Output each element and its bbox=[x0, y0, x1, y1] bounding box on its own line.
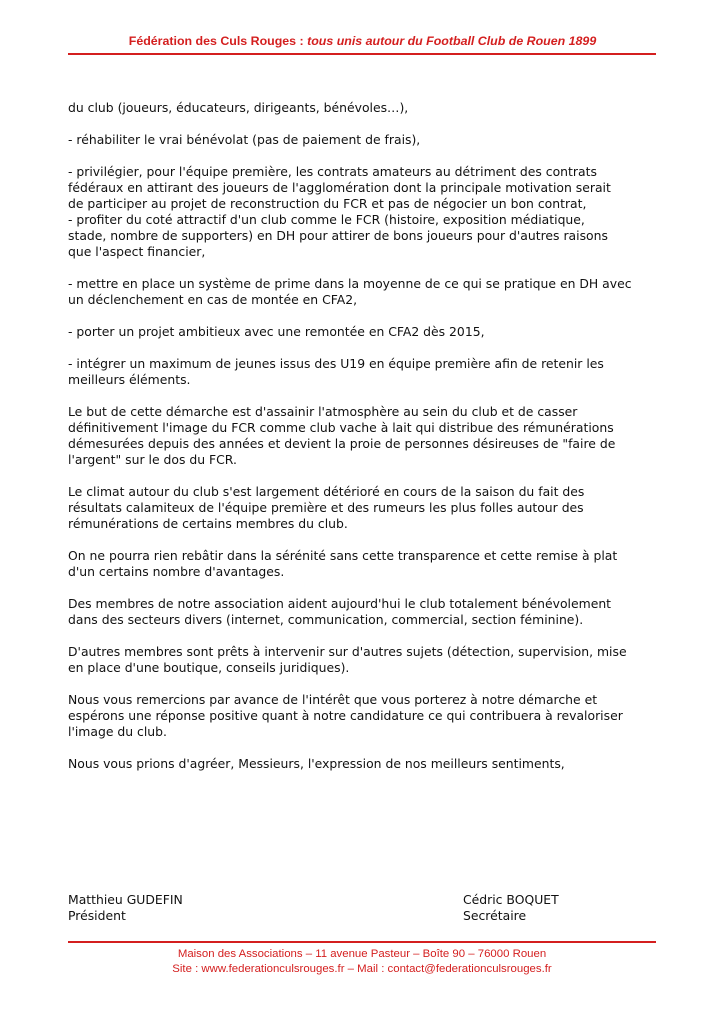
paragraph bbox=[68, 276, 658, 308]
text-line: démesurées depuis des années et devient la proie de personnes désireuses de "faire de bbox=[68, 436, 616, 451]
text-line: - porter un projet ambitieux avec une remontée en CFA2 dès 2015, bbox=[68, 324, 485, 339]
signature-name: Cédric BOQUET bbox=[463, 892, 559, 907]
text-line: d'un certains nombre d'avantages. bbox=[68, 564, 285, 579]
paragraph bbox=[68, 692, 658, 740]
paragraph bbox=[68, 596, 658, 628]
text-line: - mettre en place un système de prime dans la moyenne de ce qui se pratique en DH avec bbox=[68, 276, 632, 291]
text-line: stade, nombre de supporters) en DH pour attirer de bons joueurs pour d'autres raisons bbox=[68, 228, 608, 243]
paragraph bbox=[68, 164, 658, 212]
text-line: - privilégier, pour l'équipe première, les contrats amateurs au détriment des contrats bbox=[68, 164, 597, 179]
footer-contact: Site : www.federationculsrouges.fr – Mail : contact@federationculsrouges.fr bbox=[172, 963, 552, 975]
paragraph bbox=[68, 756, 658, 772]
signature-president bbox=[68, 892, 183, 924]
text-line: rémunérations de certains membres du club. bbox=[68, 516, 348, 531]
text-line: Le climat autour du club s'est largement détérioré en cours de la saison du fait des bbox=[68, 484, 585, 499]
text-line: définitivement l'image du FCR comme club vache à lait qui distribue des rémunérations bbox=[68, 420, 614, 435]
letterhead-title bbox=[70, 34, 655, 48]
letterhead-org: Fédération des Culs Rouges : bbox=[128, 34, 308, 48]
paragraph bbox=[68, 644, 658, 676]
text-line: Des membres de notre association aident aujourd'hui le club totalement bénévolement bbox=[68, 596, 612, 611]
text-line: de participer au projet de reconstruction du FCR et pas de négocier un bon contrat, bbox=[68, 196, 587, 211]
footer-address: Maison des Associations – 11 avenue Pasteur – Boîte 90 – 76000 Rouen bbox=[177, 948, 547, 960]
signature-name: Matthieu GUDEFIN bbox=[68, 892, 183, 907]
text-line: Le but de cette démarche est d'assainir l'atmosphère au sein du club et de casser bbox=[68, 404, 578, 419]
text-line: du club (joueurs, éducateurs, dirigeants, bénévoles…), bbox=[68, 100, 409, 115]
text-line: - réhabiliter le vrai bénévolat (pas de paiement de frais), bbox=[68, 132, 421, 147]
footer-divider bbox=[68, 941, 656, 943]
text-line: dans des secteurs divers (internet, communication, commercial, section féminine). bbox=[68, 612, 584, 627]
paragraph bbox=[68, 132, 658, 148]
text-line: en place d'une boutique, conseils juridiques). bbox=[68, 660, 350, 675]
letter-footer bbox=[68, 947, 656, 977]
text-line: Nous vous remercions par avance de l'intérêt que vous porterez à notre démarche et bbox=[68, 692, 598, 707]
signature-role: Président bbox=[68, 908, 126, 923]
text-line: On ne pourra rien rebâtir dans la sérénité sans cette transparence et cette remise à plat bbox=[68, 548, 618, 563]
text-line: D'autres membres sont prêts à intervenir sur d'autres sujets (détection, supervision, mise bbox=[68, 644, 627, 659]
paragraph bbox=[68, 356, 658, 388]
signature-role: Secrétaire bbox=[463, 908, 527, 923]
text-line: - profiter du coté attractif d'un club comme le FCR (histoire, exposition médiatique, bbox=[68, 212, 585, 227]
letterhead-tagline: tous unis autour du Football Club de Rouen 1899 bbox=[307, 34, 597, 48]
paragraph bbox=[68, 212, 658, 260]
text-line: - intégrer un maximum de jeunes issus des U19 en équipe première afin de retenir les bbox=[68, 356, 604, 371]
text-line: un déclenchement en cas de montée en CFA2, bbox=[68, 292, 358, 307]
text-line: Nous vous prions d'agréer, Messieurs, l'expression de nos meilleurs sentiments, bbox=[68, 756, 565, 771]
text-line: espérons une réponse positive quant à notre candidature ce qui contribuera à revaloriser bbox=[68, 708, 623, 723]
text-line: meilleurs éléments. bbox=[68, 372, 191, 387]
text-line: l'image du club. bbox=[68, 724, 167, 739]
signature-secretary bbox=[463, 892, 559, 924]
text-line: résultats calamiteux de l'équipe première et des rumeurs les plus folles autour des bbox=[68, 500, 584, 515]
header-divider bbox=[68, 53, 656, 55]
text-line: que l'aspect financier, bbox=[68, 244, 206, 259]
paragraph bbox=[68, 100, 658, 116]
paragraph bbox=[68, 404, 658, 468]
paragraph bbox=[68, 548, 658, 580]
paragraph bbox=[68, 324, 658, 340]
letter-body bbox=[68, 100, 658, 788]
text-line: l'argent" sur le dos du FCR. bbox=[68, 452, 237, 467]
paragraph bbox=[68, 484, 658, 532]
text-line: fédéraux en attirant des joueurs de l'agglomération dont la principale motivation serait bbox=[68, 180, 611, 195]
